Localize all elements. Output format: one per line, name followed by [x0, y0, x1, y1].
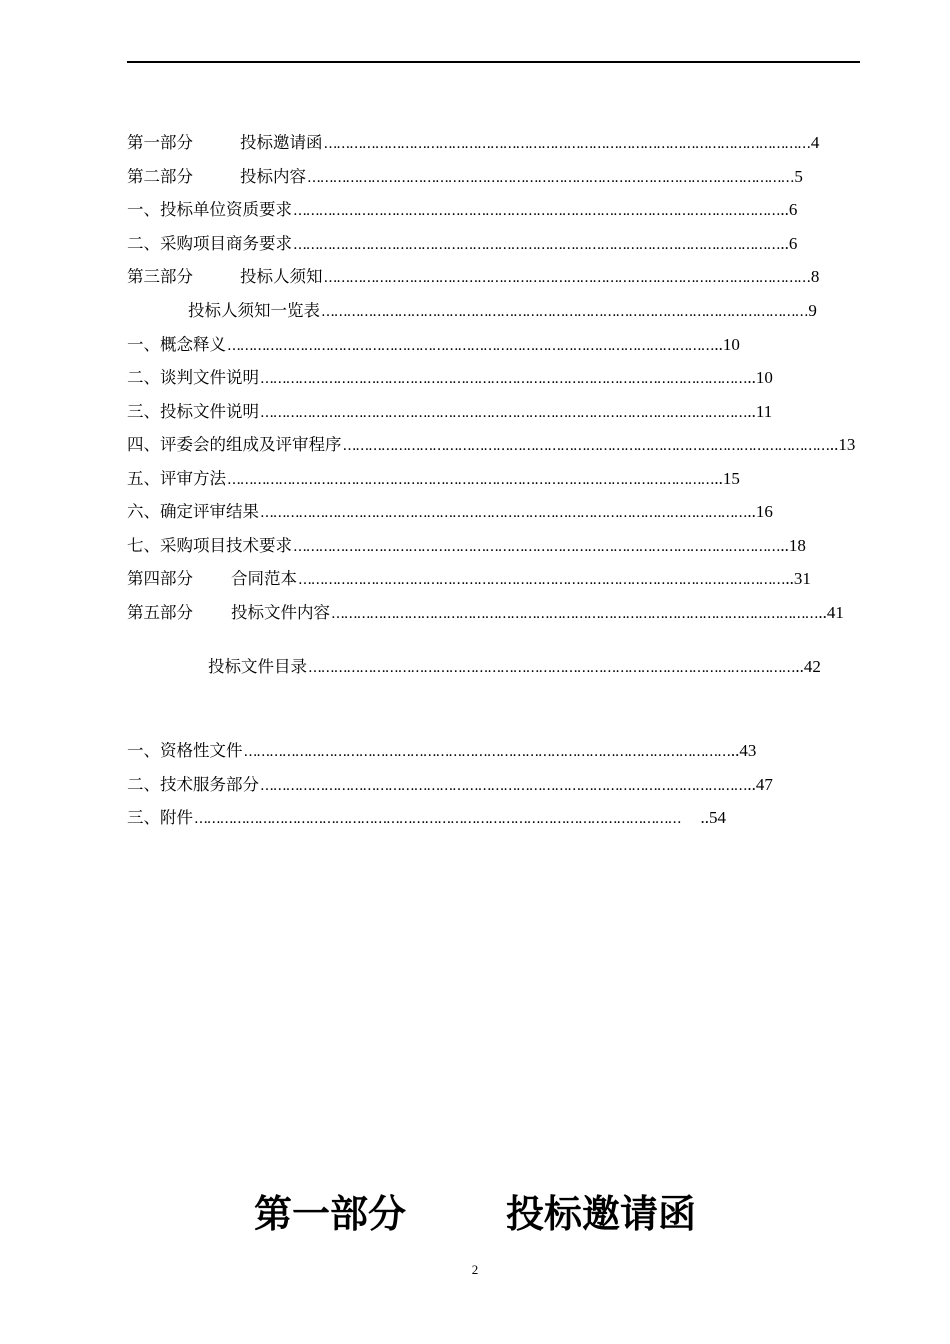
- toc-entry-title: 投标文件目录: [208, 657, 307, 676]
- toc-entry-title: 五、评审方法: [127, 469, 226, 488]
- toc-entry-label: 第三部分: [127, 267, 193, 286]
- toc-entry[interactable]: [127, 433, 856, 457]
- toc-entry-title: 三、附件: [127, 808, 193, 827]
- toc-entry[interactable]: [127, 773, 773, 797]
- toc-entry-title: 投标邀请函: [240, 133, 323, 152]
- toc-entry[interactable]: [127, 534, 806, 558]
- toc-entry-page: ..11: [747, 402, 773, 421]
- toc-leader: ……………………………………………………………………………………………………: [227, 338, 714, 354]
- toc-entry-title: 一、投标单位资质要求: [127, 200, 292, 219]
- toc-leader: ……………………………………………………………………………………………………: [298, 572, 785, 588]
- toc-entry-page: ..13: [829, 435, 856, 454]
- toc-entry[interactable]: [127, 500, 773, 524]
- section-heading: [0, 1186, 950, 1242]
- toc-entry-page: ..16: [747, 502, 773, 521]
- toc-leader: ……………………………………………………………………………………………………: [342, 438, 829, 454]
- page-number: 2: [471, 1262, 479, 1277]
- toc-leader: ……………………………………………………………………………………………………: [293, 203, 780, 219]
- toc-leader: ……………………………………………………………………………………………………: [308, 660, 795, 676]
- toc-entry-page: ..47: [747, 775, 773, 794]
- toc-entry[interactable]: [127, 739, 757, 763]
- toc-entry-page: ..31: [785, 569, 811, 588]
- toc-leader: ……………………………………………………………………………………………………: [260, 405, 747, 421]
- toc-entry[interactable]: [208, 655, 821, 679]
- toc-entry-page: ..54: [700, 808, 726, 827]
- toc-entry-title: 七、采购项目技术要求: [127, 536, 292, 555]
- toc-leader: ……………………………………………………………………………………………………: [323, 136, 810, 152]
- toc-entry[interactable]: [127, 232, 798, 256]
- toc-leader: ……………………………………………………………………………………………………: [293, 539, 780, 555]
- toc-entry-page: ..6: [780, 234, 798, 253]
- toc-entry[interactable]: [127, 400, 773, 424]
- toc-entry-page: 4: [810, 133, 820, 152]
- toc-leader: ……………………………………………………………………………………………………: [323, 270, 810, 286]
- toc-entry-title: 一、概念释义: [127, 335, 226, 354]
- toc-entry-title: 投标内容: [240, 167, 306, 186]
- toc-leader: ……………………………………………………………………………………………………: [307, 170, 794, 186]
- toc-entry-label: 第五部分: [127, 603, 193, 622]
- toc-entry-title: 二、采购项目商务要求: [127, 234, 292, 253]
- toc-entry-title: 三、投标文件说明: [127, 402, 259, 421]
- toc-entry-title: 投标人须知一览表: [188, 301, 320, 320]
- toc-entry-page: ..43: [730, 741, 757, 760]
- toc-leader: ……………………………………………………………………………………………………: [260, 778, 747, 794]
- toc-entry-page: ..18: [780, 536, 806, 555]
- toc-entry-page: ..10: [747, 368, 773, 387]
- toc-entry[interactable]: [188, 299, 817, 323]
- toc-leader: ……………………………………………………………………………………………………: [243, 744, 730, 760]
- toc-entry[interactable]: [127, 366, 773, 390]
- toc-entry-title: 一、资格性文件: [127, 741, 243, 760]
- header-rule: [127, 61, 860, 63]
- toc-entry-title: 投标人须知: [240, 267, 323, 286]
- toc-entry-label: 第四部分: [127, 569, 193, 588]
- toc-entry-page: 9: [808, 301, 817, 320]
- toc-entry-page: 8: [810, 267, 820, 286]
- toc-entry-label: 第一部分: [127, 133, 193, 152]
- section-heading-part: 第一部分: [253, 1191, 406, 1236]
- section-heading-title: 投标邀请函: [506, 1191, 697, 1236]
- toc-entry-title: 投标文件内容: [231, 603, 330, 622]
- toc-leader: ……………………………………………………………………………………………………: [260, 371, 747, 387]
- toc-leader: ……………………………………………………………………………………………………: [293, 237, 780, 253]
- toc-entry[interactable]: [127, 198, 798, 222]
- toc-entry-title: 合同范本: [231, 569, 297, 588]
- toc-entry-page: ..42: [795, 657, 821, 676]
- toc-entry-page: ..10: [714, 335, 740, 354]
- toc-entry[interactable]: [127, 265, 820, 289]
- toc-leader: ……………………………………………………………………………………………………: [194, 811, 681, 827]
- toc-entry-page: 5: [794, 167, 803, 186]
- toc-leader: ……………………………………………………………………………………………………: [331, 606, 818, 622]
- toc-entry-title: 二、技术服务部分: [127, 775, 259, 794]
- toc-leader: ……………………………………………………………………………………………………: [321, 304, 808, 320]
- toc-entry-title: 二、谈判文件说明: [127, 368, 259, 387]
- toc-entry[interactable]: [127, 165, 803, 189]
- toc-entry[interactable]: [127, 467, 740, 491]
- toc-entry[interactable]: [127, 333, 740, 357]
- toc-entry-page: ..6: [780, 200, 798, 219]
- toc-entry-page: ..15: [714, 469, 740, 488]
- toc-entry[interactable]: [127, 601, 844, 625]
- toc-leader: ……………………………………………………………………………………………………: [227, 472, 714, 488]
- toc-entry[interactable]: [127, 131, 820, 155]
- toc-entry-label: 第二部分: [127, 167, 193, 186]
- toc-leader: ……………………………………………………………………………………………………: [260, 505, 747, 521]
- toc-entry[interactable]: [127, 567, 811, 591]
- toc-entry-title: 六、确定评审结果: [127, 502, 259, 521]
- toc-entry[interactable]: [127, 806, 726, 830]
- toc-entry-title: 四、评委会的组成及评审程序: [127, 435, 342, 454]
- toc-entry-page: ..41: [818, 603, 844, 622]
